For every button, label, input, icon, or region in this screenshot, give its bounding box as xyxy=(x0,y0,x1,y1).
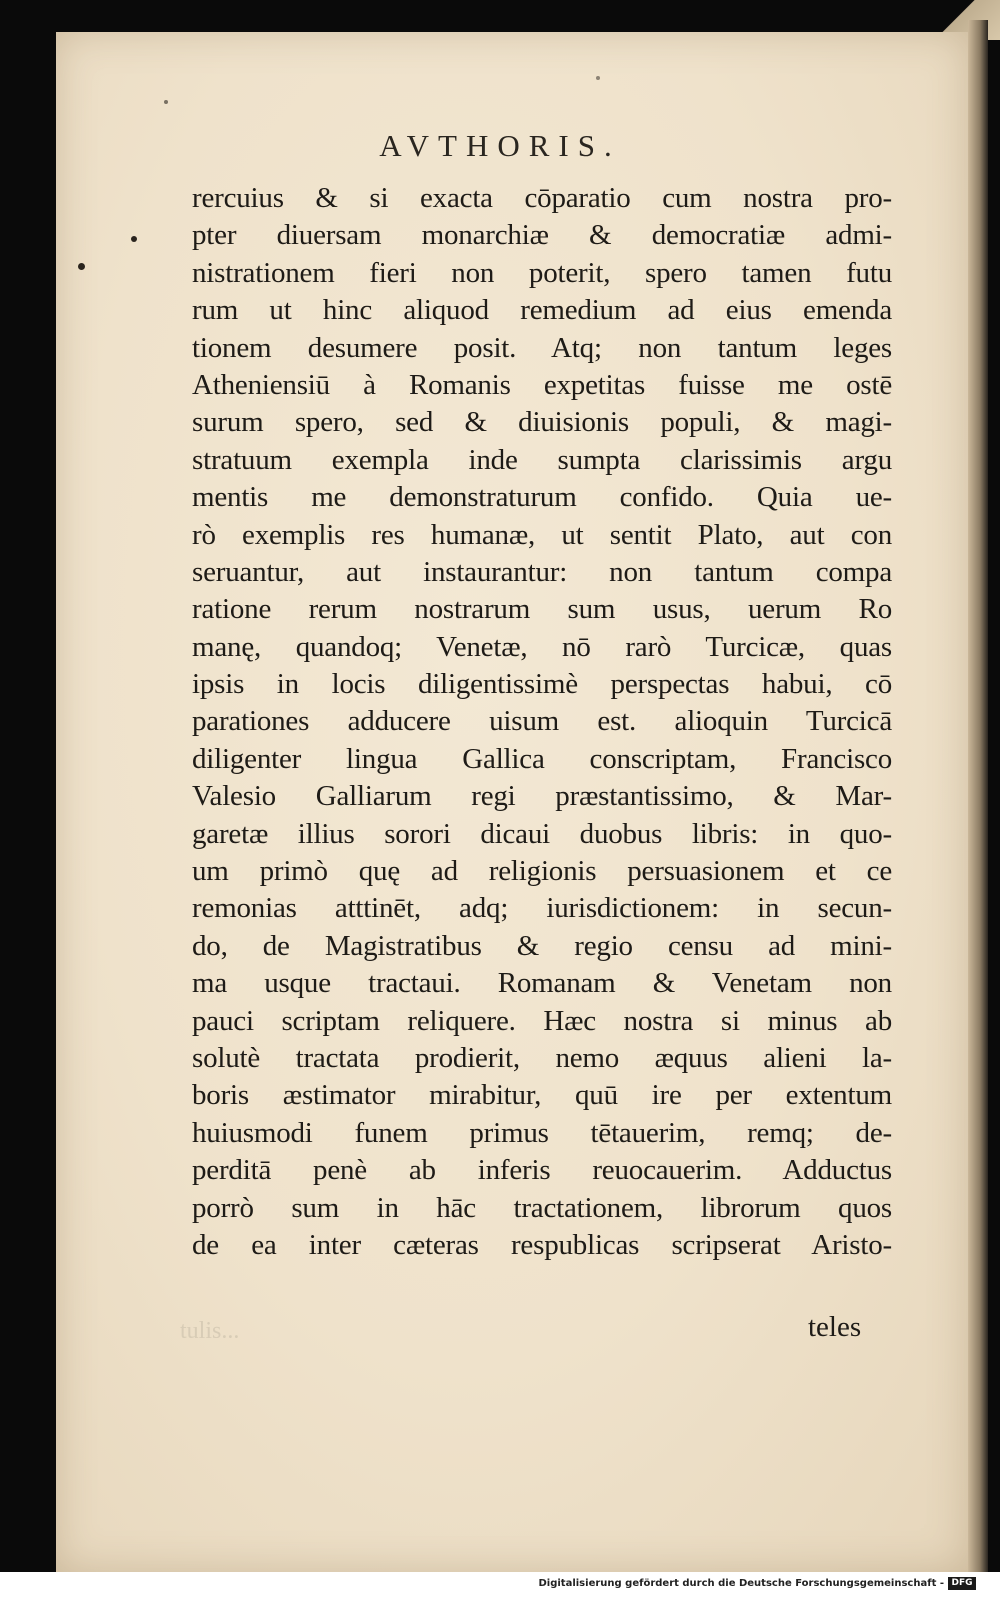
text-line: rum ut hinc aliquod remedium ad eius emenda xyxy=(192,294,892,327)
ink-spot xyxy=(164,100,168,104)
text-line: porrò sum in hāc tractationem, librorum quos xyxy=(192,1191,892,1224)
body-text xyxy=(192,180,892,1264)
page-edge xyxy=(968,20,988,1572)
text-line: rercuius & si exacta cōparatio cum nostra pro- xyxy=(192,182,892,214)
catchword: teles xyxy=(808,1311,862,1343)
text-line: surum spero, sed & diuisionis populi, & magi- xyxy=(192,406,892,439)
text-line: stratuum exempla inde sumpta clarissimis argu xyxy=(192,443,892,476)
text-line: ratione rerum nostrarum sum usus, uerum Ro xyxy=(192,593,892,626)
text-line: garetæ illius sorori dicaui duobus libris: in quo- xyxy=(192,817,892,850)
ink-spot xyxy=(596,76,600,80)
text-line: ipsis in locis diligentissimè perspectas habui, cō xyxy=(192,668,892,701)
text-line: nistrationem fieri non poterit, spero tamen futu xyxy=(192,256,892,289)
text-line: parationes adducere uisum est. alioquin Turcicā xyxy=(192,705,892,738)
text-line: tionem desumere posit. Atq; non tantum leges xyxy=(192,331,892,364)
text-line: perditā penè ab inferis reuocauerim. Adductus xyxy=(192,1154,892,1187)
running-head: AVTHORIS. xyxy=(379,128,621,163)
text-line: Atheniensiū à Romanis expetitas fuisse me ostē xyxy=(192,368,892,401)
faint-signature: tulis... xyxy=(180,1318,240,1344)
ink-spot xyxy=(78,263,85,270)
text-line: mentis me demonstraturum confido. Quia ue- xyxy=(192,481,892,514)
text-line: huiusmodi funem primus tētauerim, remq; de- xyxy=(192,1116,892,1149)
text-line: diligenter lingua Gallica conscriptam, Francisco xyxy=(192,742,892,775)
text-line: manę, quandoq; Venetæ, nō rarò Turcicæ, quas xyxy=(192,630,892,663)
text-line: Valesio Galliarum regi præstantissimo, & Mar- xyxy=(192,780,892,813)
text-line: pter diuersam monarchiæ & democratiæ admi- xyxy=(192,219,892,252)
text-line: solutè tractata prodierit, nemo æquus alieni la- xyxy=(192,1041,892,1074)
footer-credit: Digitalisierung gefördert durch die Deutsche Forschungsgemeinschaft - xyxy=(538,1578,944,1589)
text-line: pauci scriptam reliquere. Hæc nostra si minus ab xyxy=(192,1004,892,1037)
text-line: remonias atttinēt, adq; iurisdictionem: in secun- xyxy=(192,892,892,925)
text-line: seruantur, aut instaurantur: non tantum compa xyxy=(192,555,892,588)
text-line: boris æstimator mirabitur, quū ire per extentum xyxy=(192,1079,892,1112)
text-line: do, de Magistratibus & regio censu ad mini- xyxy=(192,929,892,962)
text-line: de ea inter cæteras respublicas scripserat Aristo- xyxy=(192,1228,892,1261)
text-line: rò exemplis res humanæ, ut sentit Plato, aut con xyxy=(192,518,892,551)
ink-spot xyxy=(131,236,137,242)
dfg-logo: DFG xyxy=(948,1577,976,1590)
text-line: ma usque tractaui. Romanam & Venetam non xyxy=(192,967,892,1000)
text-line: um primò quę ad religionis persuasionem et ce xyxy=(192,855,892,888)
